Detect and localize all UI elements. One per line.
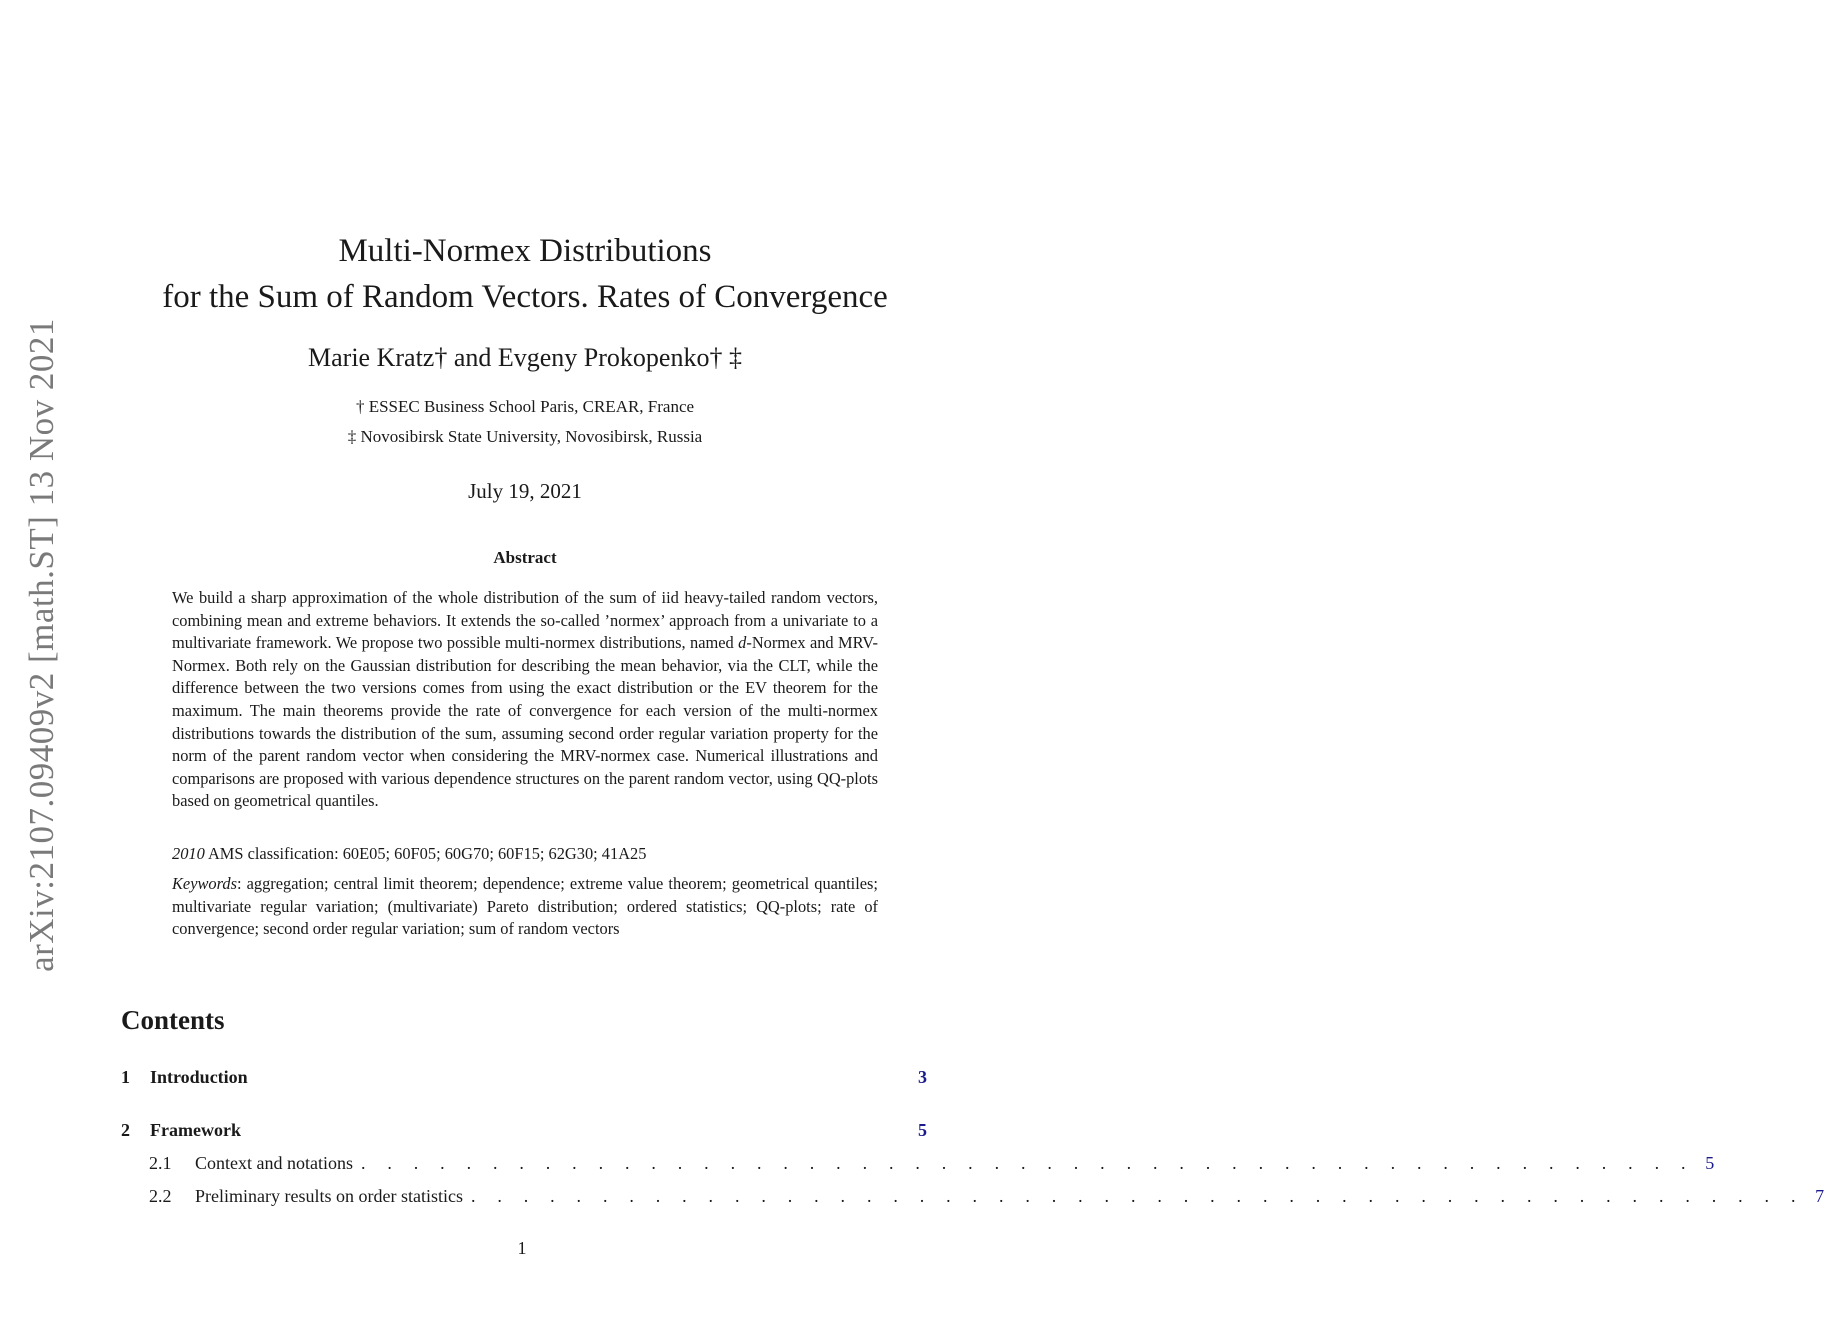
authors: Marie Kratz† and Evgeny Prokopenko† ‡ xyxy=(308,343,742,372)
abstract-italic-d: d xyxy=(738,633,747,653)
toc-dot-leader: . . . . . . . . . . . . . . . . . . . . . . . . . . . . . . . . . . . . . . . . . . . . . . . . . . . xyxy=(360,1153,1695,1173)
keywords-label: Keywords xyxy=(172,874,237,893)
keywords-list: : aggregation; central limit theorem; dependence; extreme value theorem; geometrical quantiles; multivariate regular variation; (multivariate) Pareto distribution; ordered statistics; QQ-plots; rate of convergence; second order regular variation; sum of random vectors xyxy=(172,874,878,939)
toc-dot-leader: . . . . . . . . . . . . . . . . . . . . . . . . . . . . . . . . . . . . . . . . . . . . . . . . . . . xyxy=(470,1186,1805,1206)
abstract-heading: Abstract xyxy=(493,548,557,567)
toc-entry-context-and-notations[interactable] xyxy=(121,1153,1715,1174)
toc-title: Context and notations xyxy=(195,1153,353,1173)
toc-number: 2.1 xyxy=(149,1153,172,1173)
toc-page-link[interactable]: 5 xyxy=(1705,1153,1715,1173)
toc-entry-preliminary-results[interactable] xyxy=(121,1186,1824,1207)
toc-page-link[interactable]: 5 xyxy=(918,1120,927,1140)
toc-title: Introduction xyxy=(150,1067,248,1087)
toc-number: 2.2 xyxy=(149,1186,172,1206)
affiliation-novosibirsk: ‡ Novosibirsk State University, Novosibirsk, Russia xyxy=(347,427,703,446)
abstract-body xyxy=(172,587,878,813)
title-line-2: for the Sum of Random Vectors. Rates of Convergence xyxy=(162,279,888,315)
toc-number: 2 xyxy=(121,1120,130,1140)
toc-page-link[interactable]: 3 xyxy=(918,1067,927,1087)
toc-title: Framework xyxy=(150,1120,241,1140)
toc-page-link[interactable]: 7 xyxy=(1815,1186,1824,1206)
paper-title xyxy=(110,228,940,320)
toc-entry-introduction[interactable] xyxy=(121,1067,927,1088)
toc-number: 1 xyxy=(121,1067,130,1087)
title-line-1: Multi-Normex Distributions xyxy=(338,233,712,269)
toc-title: Preliminary results on order statistics xyxy=(195,1186,463,1206)
ams-classification xyxy=(172,843,878,866)
toc-entry-framework[interactable] xyxy=(121,1120,927,1141)
contents-heading: Contents xyxy=(121,1005,225,1035)
paper-date: July 19, 2021 xyxy=(468,479,582,503)
arxiv-stamp xyxy=(16,318,68,972)
abstract-text-part-1: We build a sharp approximation of the whole distribution of the sum of iid heavy-tailed random vectors, combining mean and extreme behaviors. It extends the so-called ’normex’ approach from a univariate to a multivariate framework. We propose two possible multi-normex distributions, named xyxy=(172,588,878,653)
affiliation-essec: † ESSEC Business School Paris, CREAR, France xyxy=(355,397,695,416)
ams-codes: AMS classification: 60E05; 60F05; 60G70; 60F15; 62G30; 41A25 xyxy=(204,844,647,863)
abstract-text-part-2: -Normex and MRV-Normex. Both rely on the Gaussian distribution for describing the mean behavior, via the CLT, while the difference between the two versions comes from using the exact distribution or the EV theorem for the maximum. The main theorems provide the rate of convergence for each version of the multi-normex distributions towards the distribution of the sum, assuming second order regular variation property for the norm of the parent random vector when considering the MRV-normex case. Numerical illustrations and comparisons are proposed with various dependence structures on the parent random vector, using QQ-plots based on geometrical quantiles. xyxy=(172,633,879,811)
keywords xyxy=(172,873,878,941)
arxiv-identifier: arXiv:2107.09409v2 [math.ST] 13 Nov 2021 xyxy=(22,318,62,972)
page-number: 1 xyxy=(517,1238,527,1258)
ams-year: 2010 xyxy=(172,844,205,863)
